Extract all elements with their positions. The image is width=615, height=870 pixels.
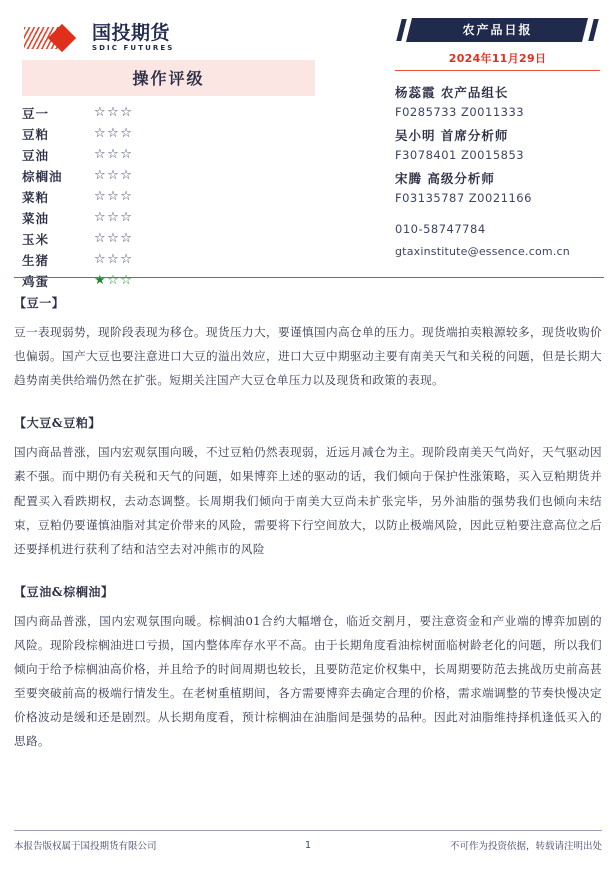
rating-panel-title: 操作评级	[22, 60, 315, 96]
rating-product-name: 豆一	[22, 105, 50, 121]
logo-text	[92, 24, 174, 52]
report-badge	[395, 18, 600, 42]
report-section	[14, 583, 602, 754]
report-section	[14, 414, 602, 561]
spacer	[395, 212, 600, 222]
contact-phone[interactable]: 010-58747784	[395, 222, 486, 236]
analyst-license-code: F3078401 Z0015853	[395, 148, 525, 162]
rating-row	[22, 102, 315, 123]
rating-stars-icon: ☆☆☆	[94, 252, 134, 267]
company-logo	[24, 18, 174, 52]
footer-disclaimer: 不可作为投资依据，转载请注明出处	[449, 841, 602, 852]
analyst-license-code: F03135787 Z0021166	[395, 191, 532, 205]
analyst-list	[395, 83, 600, 205]
page-footer	[14, 830, 602, 852]
rating-panel	[22, 60, 315, 291]
rating-product-name: 豆粕	[22, 126, 50, 142]
rating-stars-icon: ☆☆☆	[94, 168, 134, 183]
report-meta	[395, 18, 600, 258]
rating-row	[22, 228, 315, 249]
analyst-name: 宋腾 高级分析师	[395, 171, 495, 186]
rating-row	[22, 186, 315, 207]
page-header	[0, 0, 615, 289]
rating-product-name: 菜粕	[22, 189, 50, 205]
rating-row	[22, 207, 315, 228]
section-paragraph: 国内商品普涨，国内宏观氛围向暖，不过豆粕仍然表现弱，近远月减仓为主。现阶段南美天气尚好，天气驱动因素不强。而中期仍有关税和天气的问题，如果博弈上述的驱动的话，我们倾向于保护性涨策略，买入豆粕期货并配置买入看跌期权，去动态调整。长周期我们倾向于南美大豆尚未扩张完毕，另外油脂的强势我们也倾向未结束，豆粕仍要谨慎油脂对其定价带来的风险，需要将下行空间放大，以防止极端风险，因此豆粕要注意高位之后还要择机进行获利了结和洁空去对冲熊市的风险	[14, 445, 602, 556]
analyst-license-code: F0285733 Z0011333	[395, 105, 525, 119]
section-title: 【大豆&豆粕】	[14, 416, 102, 431]
rating-stars-icon: ☆☆☆	[94, 231, 134, 246]
report-date: 2024年11月29日	[395, 50, 600, 71]
logo-english-name: SDIC FUTURES	[92, 44, 175, 52]
section-title: 【豆一】	[14, 296, 65, 310]
rating-list	[22, 102, 315, 291]
rating-row	[22, 165, 315, 186]
analyst-name: 杨蕊霞 农产品组长	[395, 85, 509, 100]
footer-copyright: 本报告版权属于国投期货有限公司	[14, 841, 157, 852]
section-paragraph: 豆一表现弱势，现阶段表现为移仓。现货压力大，要谨慎国内高仓单的压力。现货端拍卖粮源较多，现货收购价也偏弱。国产大豆也要注意进口大豆的溢出效应，进口大豆中期驱动主要有南美天气和关税的问题，但是长期大趋势南美供给端仍然在扩张。短期关注国产大豆仓单压力以及现货和政策的表现。	[14, 325, 602, 388]
rating-stars-icon: ☆☆☆	[94, 147, 134, 162]
logo-chinese-name: 国投期货	[92, 22, 171, 44]
rating-product-name: 菜油	[22, 210, 50, 226]
rating-row	[22, 123, 315, 144]
analyst-name: 吴小明 首席分析师	[395, 128, 509, 143]
rating-stars-icon: ☆☆☆	[94, 126, 134, 141]
header-divider	[14, 277, 604, 278]
rating-row	[22, 270, 315, 291]
rating-product-name: 棕榈油	[22, 168, 63, 184]
contact-email[interactable]: gtaxinstitute@essence.com.cn	[395, 245, 570, 258]
report-section	[14, 294, 602, 392]
section-title: 【豆油&棕榈油】	[14, 584, 114, 599]
footer-page-number: 1	[304, 839, 312, 851]
rating-stars-icon: ☆☆☆	[94, 210, 134, 225]
rating-row	[22, 144, 315, 165]
rating-stars-icon: ★☆☆	[94, 273, 134, 288]
rating-product-name: 生猪	[22, 252, 50, 268]
logo-mark-icon	[24, 24, 86, 52]
badge-label: 农产品日报	[462, 23, 533, 37]
rating-stars-icon: ☆☆☆	[94, 105, 134, 120]
rating-row	[22, 249, 315, 270]
rating-stars-icon: ☆☆☆	[94, 189, 134, 204]
section-paragraph: 国内商品普涨，国内宏观氛围向暖。棕榈油01合约大幅增仓，临近交割月，要注意资金和产业端的博弈加剧的风险。现阶段棕榈油进口亏损，国内整体库存水平不高。由于长期角度看油棕树面临树龄老化的问题，所以我们倾向于给予棕榈油高价格，并且给予的时间周期也较长，且要防范定价权集中，长周期要防范去挑战历史前高甚至要突破前高的极端行情发生。在老树重植期间，各方需要博弈去确定合理的价格，需求端调整的节奏快慢决定价格波动是缓和还是剧烈。从长期角度看，预计棕榈油在油脂间是强势的品种。因此对油脂维持择机逢低买入的思路。	[14, 613, 602, 749]
rating-product-name: 玉米	[22, 231, 50, 247]
rating-product-name: 鸡蛋	[22, 273, 50, 289]
report-body	[14, 294, 602, 776]
rating-product-name: 豆油	[22, 147, 50, 163]
